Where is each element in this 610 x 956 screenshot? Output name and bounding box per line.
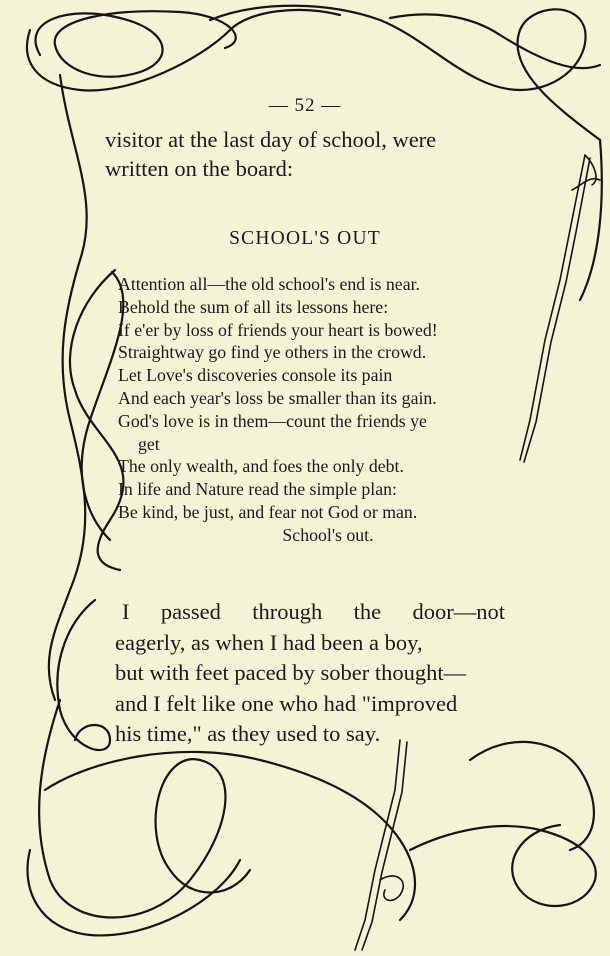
twig-top-right-2 bbox=[524, 158, 590, 462]
poem-line: If e'er by loss of friends your heart is bowed! bbox=[118, 319, 438, 340]
poem-line: Straightway go find ye others in the crowd. bbox=[118, 342, 427, 363]
prose-word: I bbox=[122, 599, 130, 624]
border-top-flourish bbox=[210, 6, 600, 140]
border-lower-left-loop bbox=[57, 600, 110, 750]
poem-line-continuation: get bbox=[138, 433, 160, 454]
poem-line: Be kind, be just, and fear not God or man. bbox=[118, 501, 418, 522]
border-top-right-loop bbox=[390, 14, 600, 68]
page-number: — 52 — bbox=[268, 95, 342, 116]
poem bbox=[118, 273, 518, 547]
poem-line: And each year's loss be smaller than its gain. bbox=[118, 387, 437, 408]
poem-line: God's love is in them—count the friends ye bbox=[118, 410, 427, 431]
border-bottom-swirl bbox=[45, 752, 415, 920]
prose-paragraph bbox=[115, 597, 505, 750]
twig-top-right bbox=[520, 155, 585, 460]
poem-line: In life and Nature read the simple plan: bbox=[118, 479, 397, 500]
twig-bottom-curl bbox=[380, 876, 403, 900]
poem-closing: School's out. bbox=[282, 524, 374, 545]
prose-line: eagerly, as when I had been a boy, bbox=[115, 629, 423, 655]
prose-word: through bbox=[252, 599, 323, 624]
poem-line: Attention all—the old school's end is near. bbox=[118, 274, 420, 294]
poem-line: Behold the sum of all its lessons here: bbox=[118, 296, 389, 317]
intro-text bbox=[105, 125, 500, 183]
border-top-left-loop bbox=[35, 11, 235, 77]
prose-word: passed bbox=[160, 599, 221, 624]
intro-line-2: written on the board: bbox=[105, 156, 294, 181]
poem-line: The only wealth, and foes the only debt. bbox=[118, 456, 404, 477]
poem-line: Let Love's discoveries console its pain bbox=[118, 365, 393, 386]
prose-line: and I felt like one who had "improved bbox=[115, 690, 458, 716]
prose-line-1 bbox=[115, 597, 505, 628]
twig-bottom bbox=[355, 740, 400, 950]
twig-top-right-buds bbox=[572, 155, 600, 190]
poem-title: SCHOOL'S OUT bbox=[229, 228, 381, 249]
prose-line: but with feet paced by sober thought— bbox=[115, 660, 467, 685]
prose-word: door—not bbox=[412, 599, 505, 624]
prose-line: his time," as they used to say. bbox=[115, 721, 381, 746]
border-left-line bbox=[49, 75, 87, 700]
border-bottom-right-loop bbox=[410, 825, 596, 906]
intro-line-1: visitor at the last day of school, were bbox=[105, 127, 437, 152]
prose-word: the bbox=[353, 599, 382, 624]
